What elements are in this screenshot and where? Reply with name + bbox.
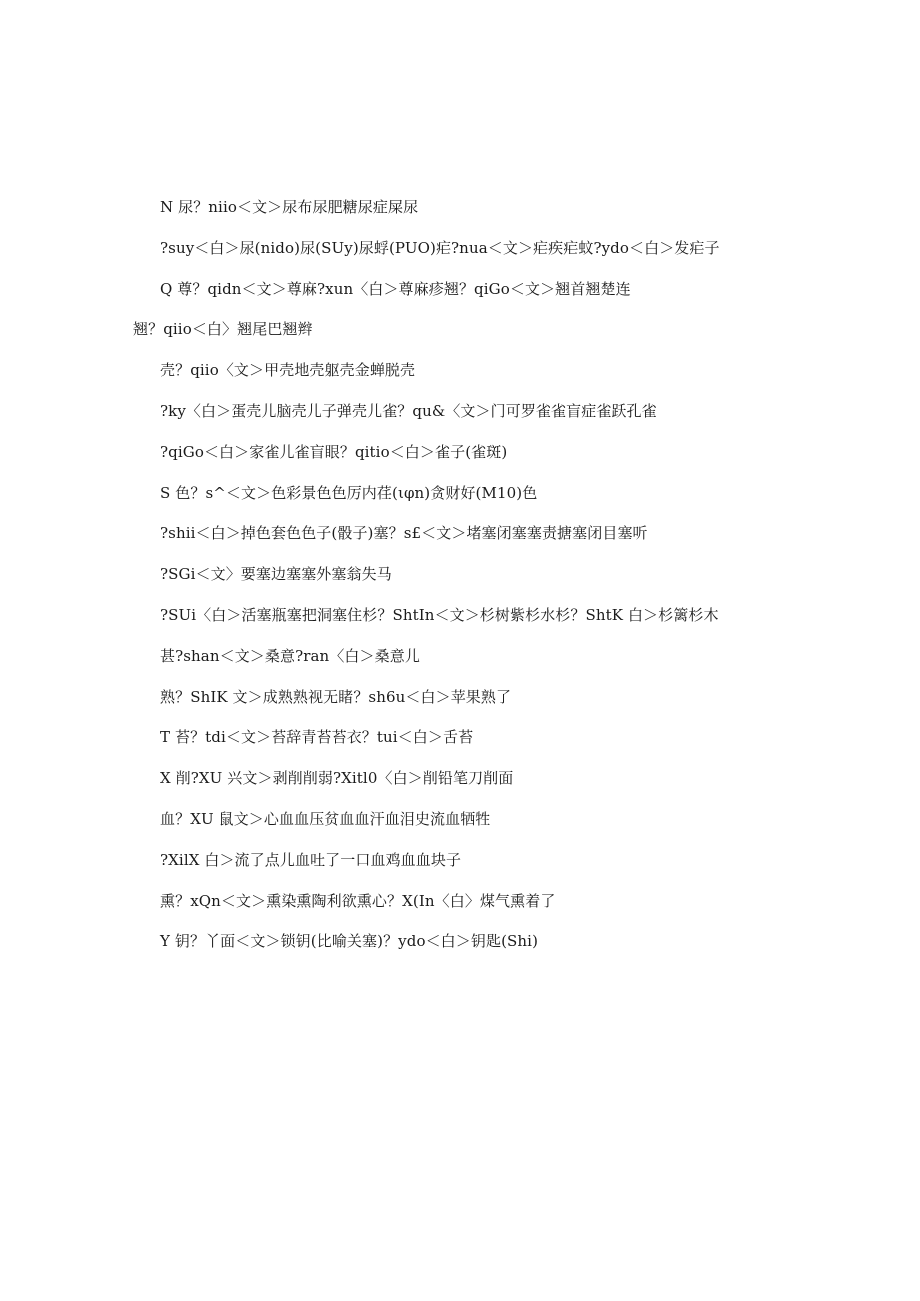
text-line: N 尿？niio＜文＞尿布尿肥糖尿症屎尿: [160, 198, 419, 216]
text-line: Y 钥？丫面＜文＞锁钥(比喻关塞)？ydo＜白＞钥匙(Shi): [160, 932, 539, 951]
text-line: X 削?XU 兴文＞剥削削弱?Xitl0〈白＞削铅笔刀削面: [160, 769, 514, 788]
text-line: ?suy＜白＞尿(nido)尿(SUy)尿蜉(PUO)疟?nua＜文＞疟疾疟蚊?ydo＜白＞发疟子: [160, 238, 720, 257]
text-line: ?XilX 白＞流了点儿血吐了一口血鸡血血块子: [160, 850, 462, 869]
text-line: 熟？ShIK 文＞成熟熟视无睹？sh6u＜白＞苹果熟了: [160, 687, 512, 706]
text-line: ?qiGo＜白＞家雀儿雀盲眼？qitio＜白＞雀子(雀斑): [160, 442, 508, 461]
text-line: 熏？xQn＜文＞熏染熏陶利欲熏心？X(In〈白〉煤气熏着了: [160, 891, 556, 910]
document-body: [133, 187, 793, 962]
text-line: ?SGi＜文〉要塞边塞塞外塞翁失马: [160, 565, 392, 584]
text-line: 甚?shan＜文＞桑意?ran〈白＞桑意儿: [160, 646, 420, 665]
text-line: T 苔？tdi＜文＞苔辞青苔苔衣？tui＜白＞舌苔: [160, 728, 474, 747]
text-line: S 色？s^＜文＞色彩景色色厉内荏(ιφn)贪财好(M10)色: [160, 483, 538, 502]
text-line: 血？XU 鼠文＞心血血压贫血血汗血泪史流血牺牲: [160, 809, 491, 828]
text-line: ?SUi〈白＞活塞瓶塞把洞塞住杉？ShtIn＜文＞杉树紫杉水杉？ShtK 白＞杉篱杉木: [160, 605, 719, 624]
text-line: 壳？qiio〈文＞甲壳地壳躯壳金蝉脱壳: [160, 361, 416, 380]
text-line: ?shii＜白＞掉色套色色子(骰子)塞？s£＜文＞堵塞闭塞塞责搪塞闭目塞听: [160, 524, 648, 543]
text-line: 翘？qiio＜白〉翘尾巴翘辫: [133, 320, 313, 339]
text-line: ?ky〈白＞蛋壳儿脑壳儿子弹壳儿雀？qu&〈文＞门可罗雀雀盲症雀跃孔雀: [160, 401, 657, 420]
text-line: Q 尊？qidn＜文＞尊麻?xun〈白＞尊麻疹翘？qiGo＜文＞翘首翘楚连: [160, 279, 631, 298]
